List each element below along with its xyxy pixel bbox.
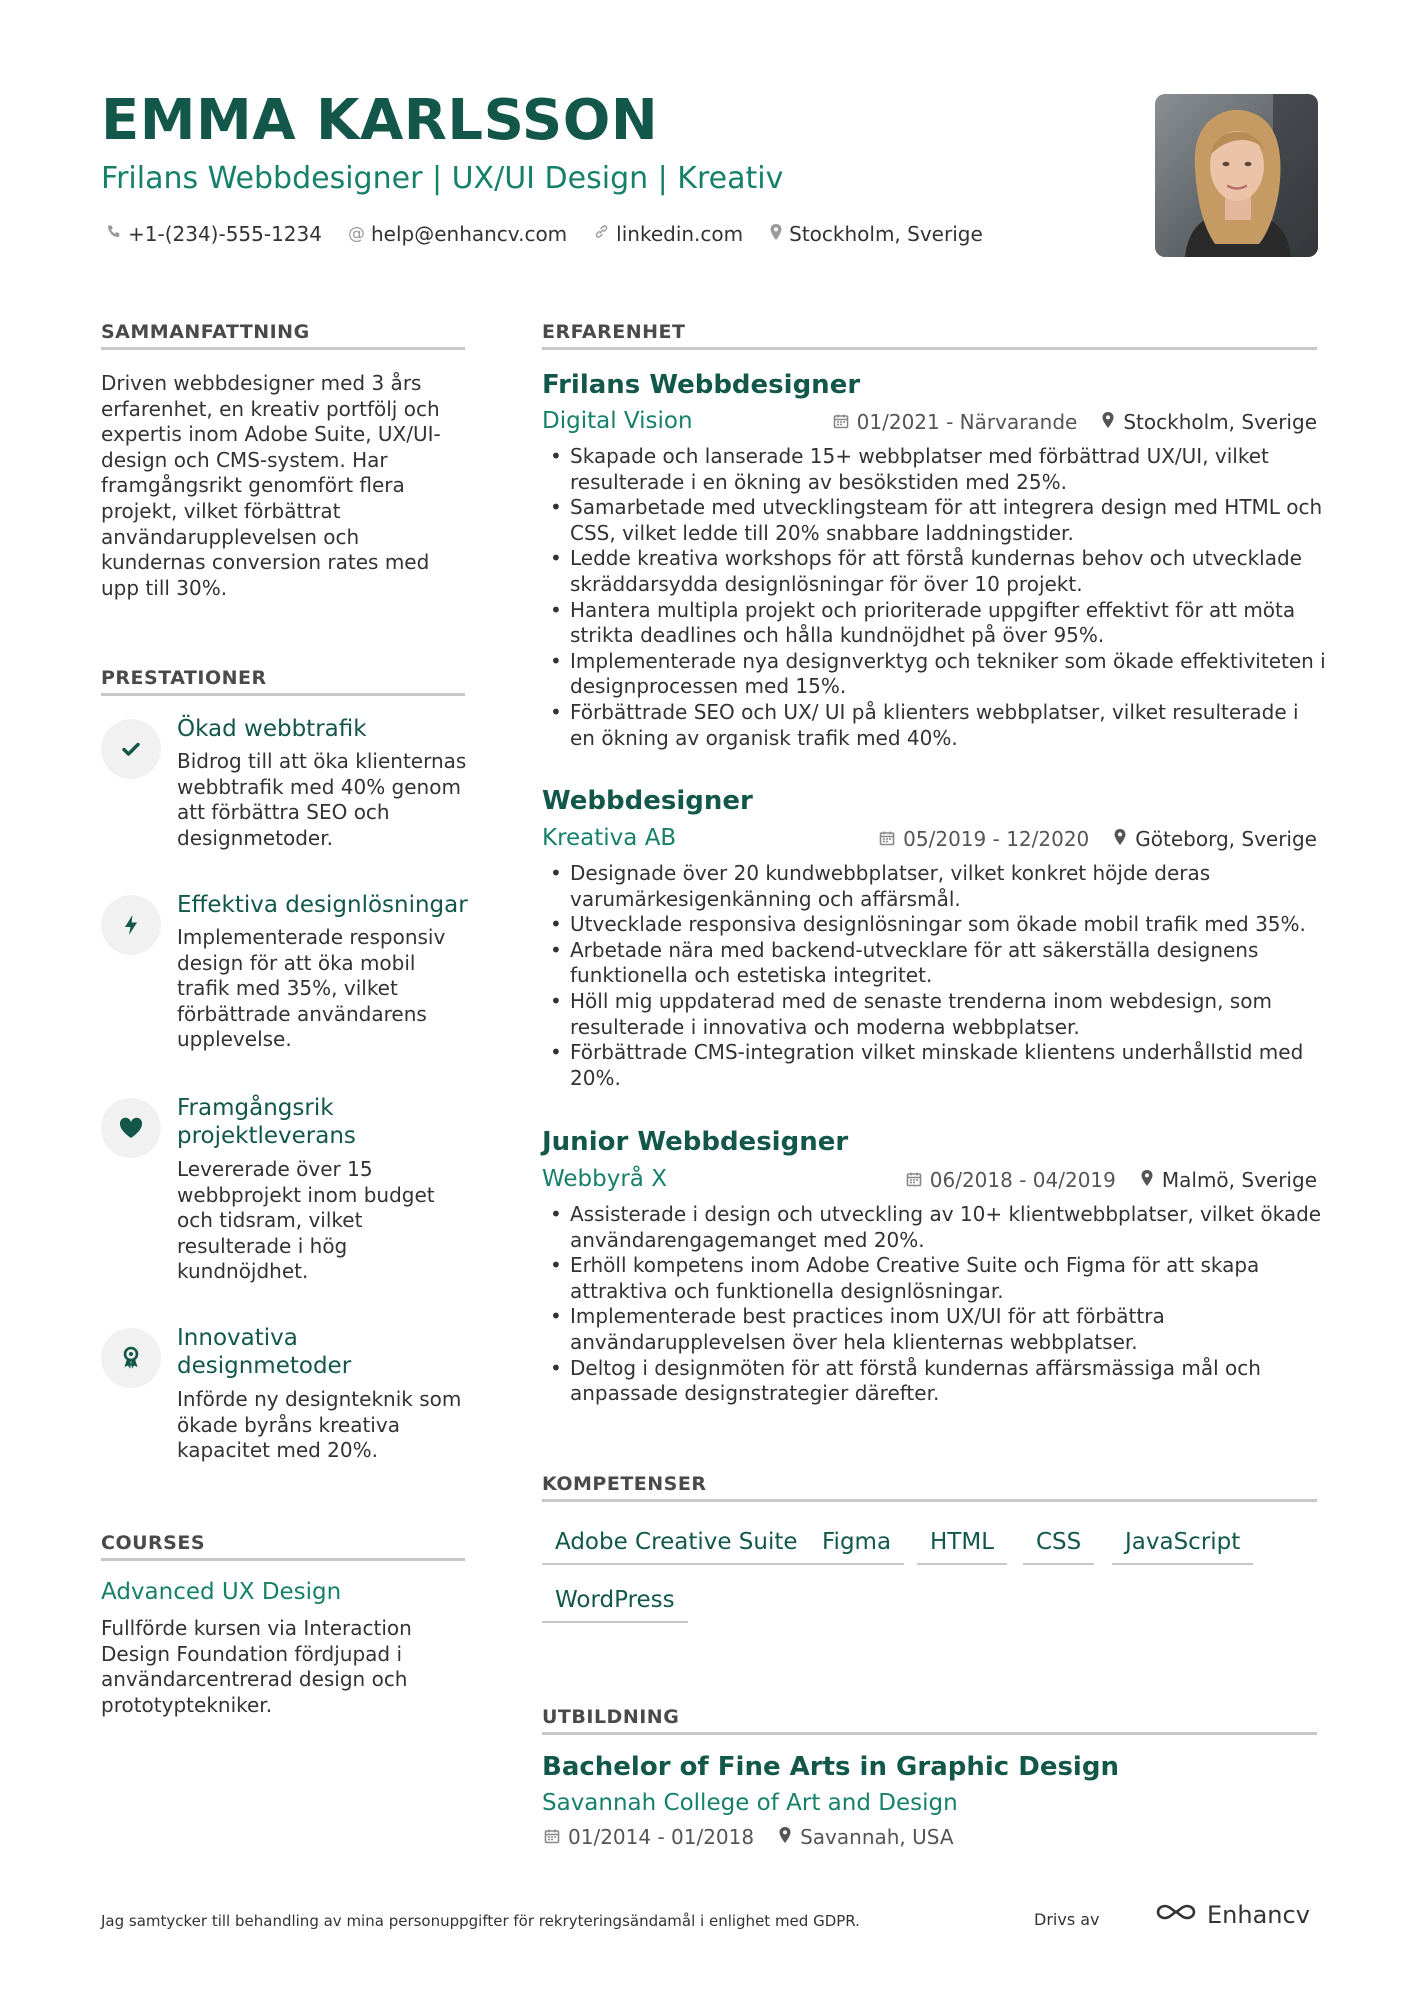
- infinity-logo-icon: [1153, 1900, 1199, 1930]
- job-dates: 06/2018 - 04/2019: [929, 1168, 1116, 1192]
- skill-tag: WordPress: [542, 1587, 688, 1623]
- bullet-item: • Arbetade nära med backend-utvecklare för att säkerställa designens funktionella och estetiska integritet.: [548, 938, 1328, 989]
- job-dates: 01/2021 - Närvarande: [856, 410, 1078, 434]
- calendar-icon: [879, 827, 895, 851]
- contact-linkedin[interactable]: [593, 222, 743, 246]
- contact-email[interactable]: [348, 222, 567, 246]
- bullet-item: • Implementerade nya designverktyg och tekniker som ökade effektiviteten i designprocessen med 15%.: [548, 649, 1328, 700]
- candidate-headline: Frilans Webbdesigner | UX/UI Design | Kreativ: [101, 161, 784, 196]
- award-icon: [101, 1328, 161, 1388]
- calendar-icon: [544, 1825, 560, 1849]
- achievement-description: Bidrog till att öka klienternas webbtrafik med 40% genom att förbättra SEO och designmetoder.: [177, 749, 467, 850]
- summary-text: Driven webbdesigner med 3 års erfarenhet, en kreativ portfölj och expertis inom Adobe Suite, UX/UI- design och CMS-system. Har framgångsrikt genomfört flera projekt, vilket förbättrat användarupplevelsen och kundernas conversion rates med upp till 30%.: [101, 371, 441, 600]
- check-icon: [101, 719, 161, 779]
- achievement-title: Innovativa designmetoder: [177, 1325, 352, 1379]
- job-bullets: [548, 444, 1328, 751]
- achievements-section-title: PRESTATIONER: [101, 667, 267, 689]
- powered-by-label: Drivs av: [1034, 1910, 1100, 1929]
- achievement-title: Ökad webbtrafik: [177, 716, 367, 742]
- phone-text: +1-(234)-555-1234: [128, 222, 322, 246]
- contact-bar: [106, 222, 983, 246]
- job-company: Webbyrå X: [542, 1166, 667, 1192]
- skill-tag: CSS: [1023, 1529, 1094, 1565]
- lightning-icon: [101, 895, 161, 955]
- profile-photo: [1155, 94, 1318, 257]
- linkedin-text: linkedin.com: [616, 222, 744, 246]
- candidate-name: EMMA KARLSSON: [101, 88, 659, 153]
- location-pin-icon: [1101, 410, 1115, 434]
- bullet-item: • Designade över 20 kundwebbplatser, vilket konkret höjde deras varumärkesigenkänning och affärsmål.: [548, 861, 1328, 912]
- course-title: Advanced UX Design: [101, 1579, 342, 1605]
- gdpr-consent: Jag samtycker till behandling av mina personuppgifter för rekryteringsändamål i enlighet med GDPR.: [101, 1912, 860, 1930]
- job-meta: [833, 410, 1317, 434]
- location-pin-icon: [1113, 827, 1127, 851]
- bullet-item: • Erhöll kompetens inom Adobe Creative Suite och Figma för att skapa attraktiva och funktionella designlösningar.: [548, 1253, 1328, 1304]
- job-meta: [879, 827, 1317, 851]
- achievement-item: [101, 1324, 471, 1474]
- bullet-item: • Förbättrade CMS-integration vilket minskade klientens underhållstid med 20%.: [548, 1040, 1328, 1091]
- contact-phone[interactable]: [106, 222, 322, 246]
- courses-divider: [101, 1558, 465, 1561]
- job-location: Göteborg, Sverige: [1135, 827, 1317, 851]
- location-pin-icon: [769, 223, 783, 246]
- job-meta: [906, 1168, 1317, 1192]
- job-title: Frilans Webbdesigner: [542, 370, 861, 400]
- job-company: Digital Vision: [542, 408, 693, 434]
- job-bullets: [548, 1202, 1328, 1407]
- skill-tag: JavaScript: [1112, 1529, 1253, 1565]
- job-bullets: [548, 861, 1328, 1091]
- job-location: Stockholm, Sverige: [1123, 410, 1317, 434]
- achievement-title: Effektiva designlösningar: [177, 892, 468, 918]
- job-location: Malmö, Sverige: [1161, 1168, 1317, 1192]
- bullet-item: • Samarbetade med utvecklingsteam för att integrera design med HTML och CSS, vilket ledde till 20% snabbare laddningstider.: [548, 495, 1328, 546]
- skill-tag: Adobe Creative Suite: [542, 1529, 811, 1565]
- education-school: Savannah College of Art and Design: [542, 1790, 958, 1816]
- achievement-item: [101, 1094, 471, 1284]
- location-text: Stockholm, Sverige: [789, 222, 983, 246]
- email-text: help@enhancv.com: [370, 222, 568, 246]
- bullet-item: • Assisterade i design och utveckling av 10+ klientwebbplatser, vilket ökade användarengagemanget med 20%.: [548, 1202, 1328, 1253]
- calendar-icon: [833, 410, 849, 434]
- education-meta: [544, 1825, 954, 1849]
- skills-divider: [542, 1499, 1317, 1502]
- achievements-divider: [101, 693, 465, 696]
- achievement-description: Införde ny designteknik som ökade byråns kreativa kapacitet med 20%.: [177, 1387, 462, 1463]
- education-location: Savannah, USA: [800, 1825, 954, 1849]
- bullet-item: • Förbättrade SEO och UX/ UI på klienters webbplatser, vilket resulterade i en ökning av organisk trafik med 40%.: [548, 700, 1328, 751]
- skill-tag: HTML: [917, 1529, 1007, 1565]
- bullet-item: • Skapade och lanserade 15+ webbplatser med förbättrad UX/UI, vilket resulterade i en ökning av besökstiden med 25%.: [548, 444, 1328, 495]
- courses-section-title: COURSES: [101, 1532, 206, 1554]
- bullet-item: • Implementerade best practices inom UX/UI för att förbättra användarupplevelsen över hela klienternas webbplatser.: [548, 1304, 1328, 1355]
- phone-icon: [106, 224, 122, 245]
- education-section-title: UTBILDNING: [542, 1706, 680, 1728]
- bullet-item: • Deltog i designmöten för att förstå kundernas affärsmässiga mål och anpassade designstrategier därefter.: [548, 1356, 1328, 1407]
- location-pin-icon: [1140, 1168, 1154, 1192]
- location-pin-icon: [778, 1825, 792, 1849]
- job-company: Kreativa AB: [542, 825, 677, 851]
- education-divider: [542, 1732, 1317, 1735]
- job-dates: 05/2019 - 12/2020: [903, 827, 1090, 851]
- brand-name: Enhancv: [1207, 1901, 1310, 1929]
- bullet-item: • Hantera multipla projekt och prioriterade uppgifter effektivt för att möta strikta deadlines och hålla kundnöjdhet på över 95%.: [548, 598, 1328, 649]
- course-description: Fullförde kursen via Interaction Design Foundation fördjupad i användarcentrerad design och prototyptekniker.: [101, 1616, 412, 1717]
- job-title: Webbdesigner: [542, 786, 753, 816]
- brand-logo[interactable]: [1153, 1900, 1310, 1930]
- achievement-item: [101, 891, 471, 1061]
- achievement-title: Framgångsrik projektleverans: [177, 1095, 356, 1149]
- skill-tag: Figma: [809, 1529, 904, 1565]
- education-degree: Bachelor of Fine Arts in Graphic Design: [542, 1752, 1119, 1782]
- experience-divider: [542, 347, 1317, 350]
- education-dates: 01/2014 - 01/2018: [568, 1825, 755, 1849]
- calendar-icon: [906, 1168, 922, 1192]
- at-icon: @: [347, 224, 365, 244]
- achievement-description: Implementerade responsiv design för att öka mobil trafik med 35%, vilket förbättrade användarens upplevelse.: [177, 925, 446, 1052]
- skills-section-title: KOMPETENSER: [542, 1473, 707, 1495]
- contact-location: [769, 222, 983, 246]
- link-icon: [593, 223, 610, 245]
- experience-section-title: ERFARENHET: [542, 321, 686, 343]
- job-title: Junior Webbdesigner: [542, 1127, 849, 1157]
- achievement-description: Levererade över 15 webbprojekt inom budget och tidsram, vilket resulterade i hög kundnöjdhet.: [177, 1157, 435, 1284]
- bullet-item: • Ledde kreativa workshops för att förstå kundernas behov och utvecklade skräddarsydda designlösningar för över 10 projekt.: [548, 546, 1328, 597]
- bullet-item: • Utvecklade responsiva designlösningar som ökade mobil trafik med 35%.: [548, 912, 1328, 938]
- bullet-item: • Höll mig uppdaterad med de senaste trenderna inom webdesign, som resulterade i innovativa och moderna webbplatser.: [548, 989, 1328, 1040]
- achievement-item: [101, 715, 471, 855]
- summary-divider: [101, 347, 465, 350]
- heart-icon: [101, 1098, 161, 1158]
- summary-section-title: SAMMANFATTNING: [101, 321, 310, 343]
